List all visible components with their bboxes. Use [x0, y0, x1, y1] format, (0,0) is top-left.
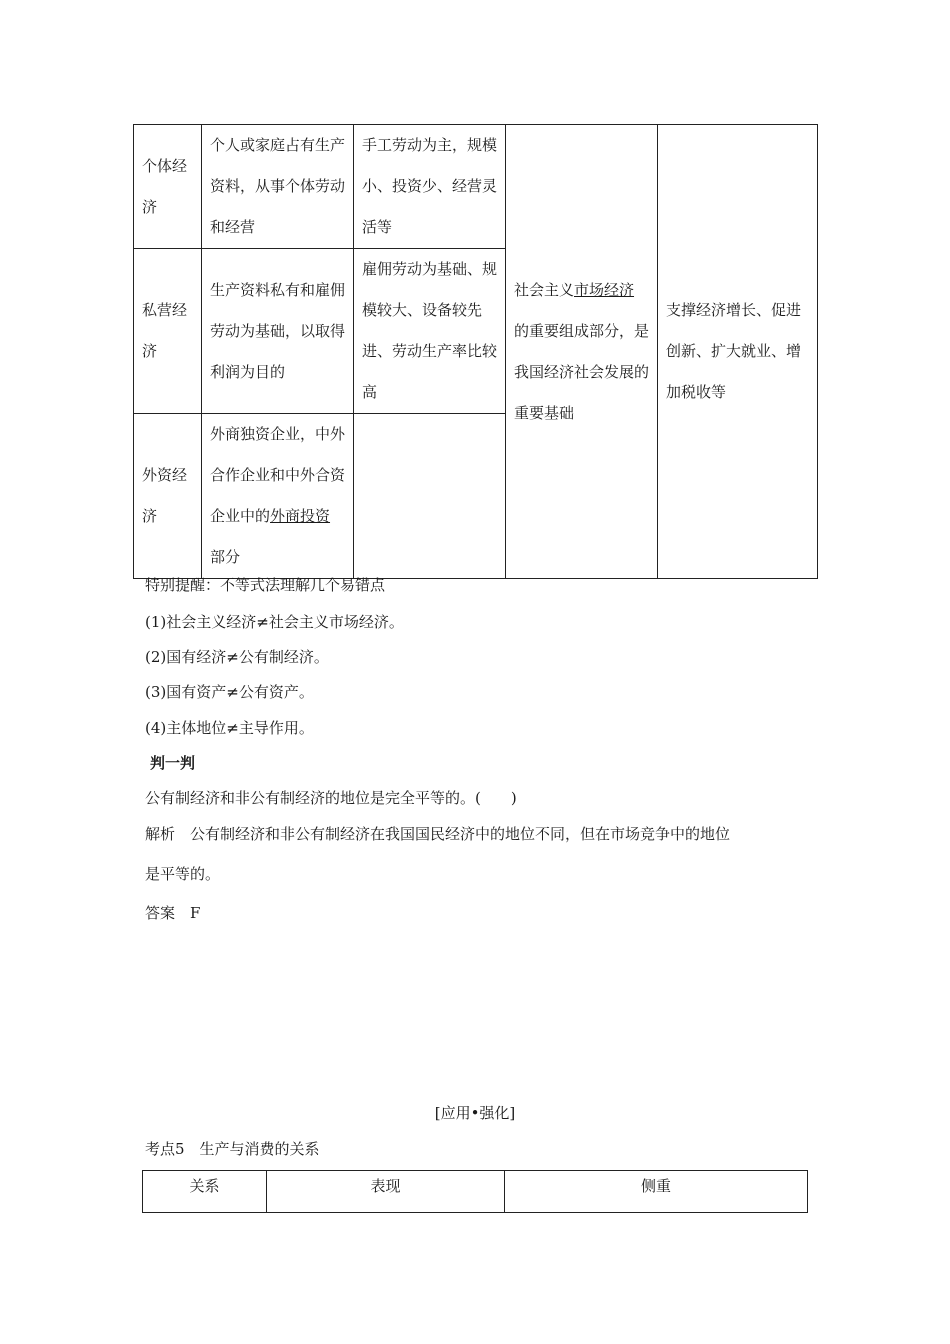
row-definition-cell — [202, 414, 354, 579]
economy-types-table — [133, 124, 818, 579]
judge-answer: 答案 F — [145, 904, 201, 922]
table-header-row — [143, 1171, 808, 1213]
row-definition-cell — [202, 249, 354, 414]
row-type-label: 个体经济 — [142, 156, 188, 216]
row-definition-text: 生产资料私有和雇佣劳动为基础，以取得利润为目的 — [210, 280, 346, 381]
role-text: 支撑经济增长、促进创新、扩大就业、增加税收等 — [666, 301, 802, 401]
note-item: (1)社会主义经济≠社会主义市场经济。 — [145, 613, 404, 631]
table-row — [134, 125, 818, 249]
column-header: 关系 — [143, 1171, 267, 1213]
row-features-cell — [354, 249, 506, 414]
notes-title: 特别提醒：不等式法理解几个易错点 — [145, 576, 386, 594]
judge-analysis-line1: 解析 公有制经济和非公有制经济在我国国民经济中的地位不同，但在市场竞争中的地位 — [145, 825, 731, 843]
section-label: [应用•强化] — [434, 1104, 516, 1122]
row-type-label: 私营经济 — [142, 301, 188, 360]
row-type-cell — [134, 414, 202, 579]
row-features-cell — [354, 414, 506, 579]
row-type-label: 外资经济 — [142, 466, 188, 525]
row-features-text: 雇佣劳动为基础、规模较大、设备较先进、劳动生产率比较高 — [362, 260, 498, 401]
column-header: 侧重 — [505, 1171, 808, 1213]
row-definition-text: 个人或家庭占有生产资料，从事个体劳动和经营 — [210, 136, 346, 236]
role-cell — [658, 125, 818, 579]
row-features-text: 手工劳动为主，规模小、投资少、经营灵活等 — [362, 136, 498, 236]
row-features-cell — [354, 125, 506, 249]
note-item: (3)国有资产≠公有资产。 — [145, 683, 314, 701]
judge-heading: 判一判 — [150, 754, 196, 772]
row-type-cell — [134, 125, 202, 249]
judge-analysis-line2: 是平等的。 — [145, 865, 221, 883]
column-header: 表现 — [267, 1171, 505, 1213]
production-consumption-table — [142, 1170, 808, 1213]
row-type-cell — [134, 249, 202, 414]
topic-title: 考点5 生产与消费的关系 — [145, 1140, 320, 1158]
note-item: (4)主体地位≠主导作用。 — [145, 719, 314, 737]
judge-question: 公有制经济和非公有制经济的地位是完全平等的。( ) — [145, 789, 517, 807]
row-definition-text: 外商独资企业，中外合作企业和中外合资企业中的外商投资部分 — [210, 425, 346, 566]
note-item: (2)国有经济≠公有制经济。 — [145, 648, 329, 666]
status-cell — [506, 125, 658, 579]
status-text: 社会主义市场经济的重要组成部分，是我国经济社会发展的重要基础 — [514, 280, 650, 422]
row-definition-cell — [202, 125, 354, 249]
